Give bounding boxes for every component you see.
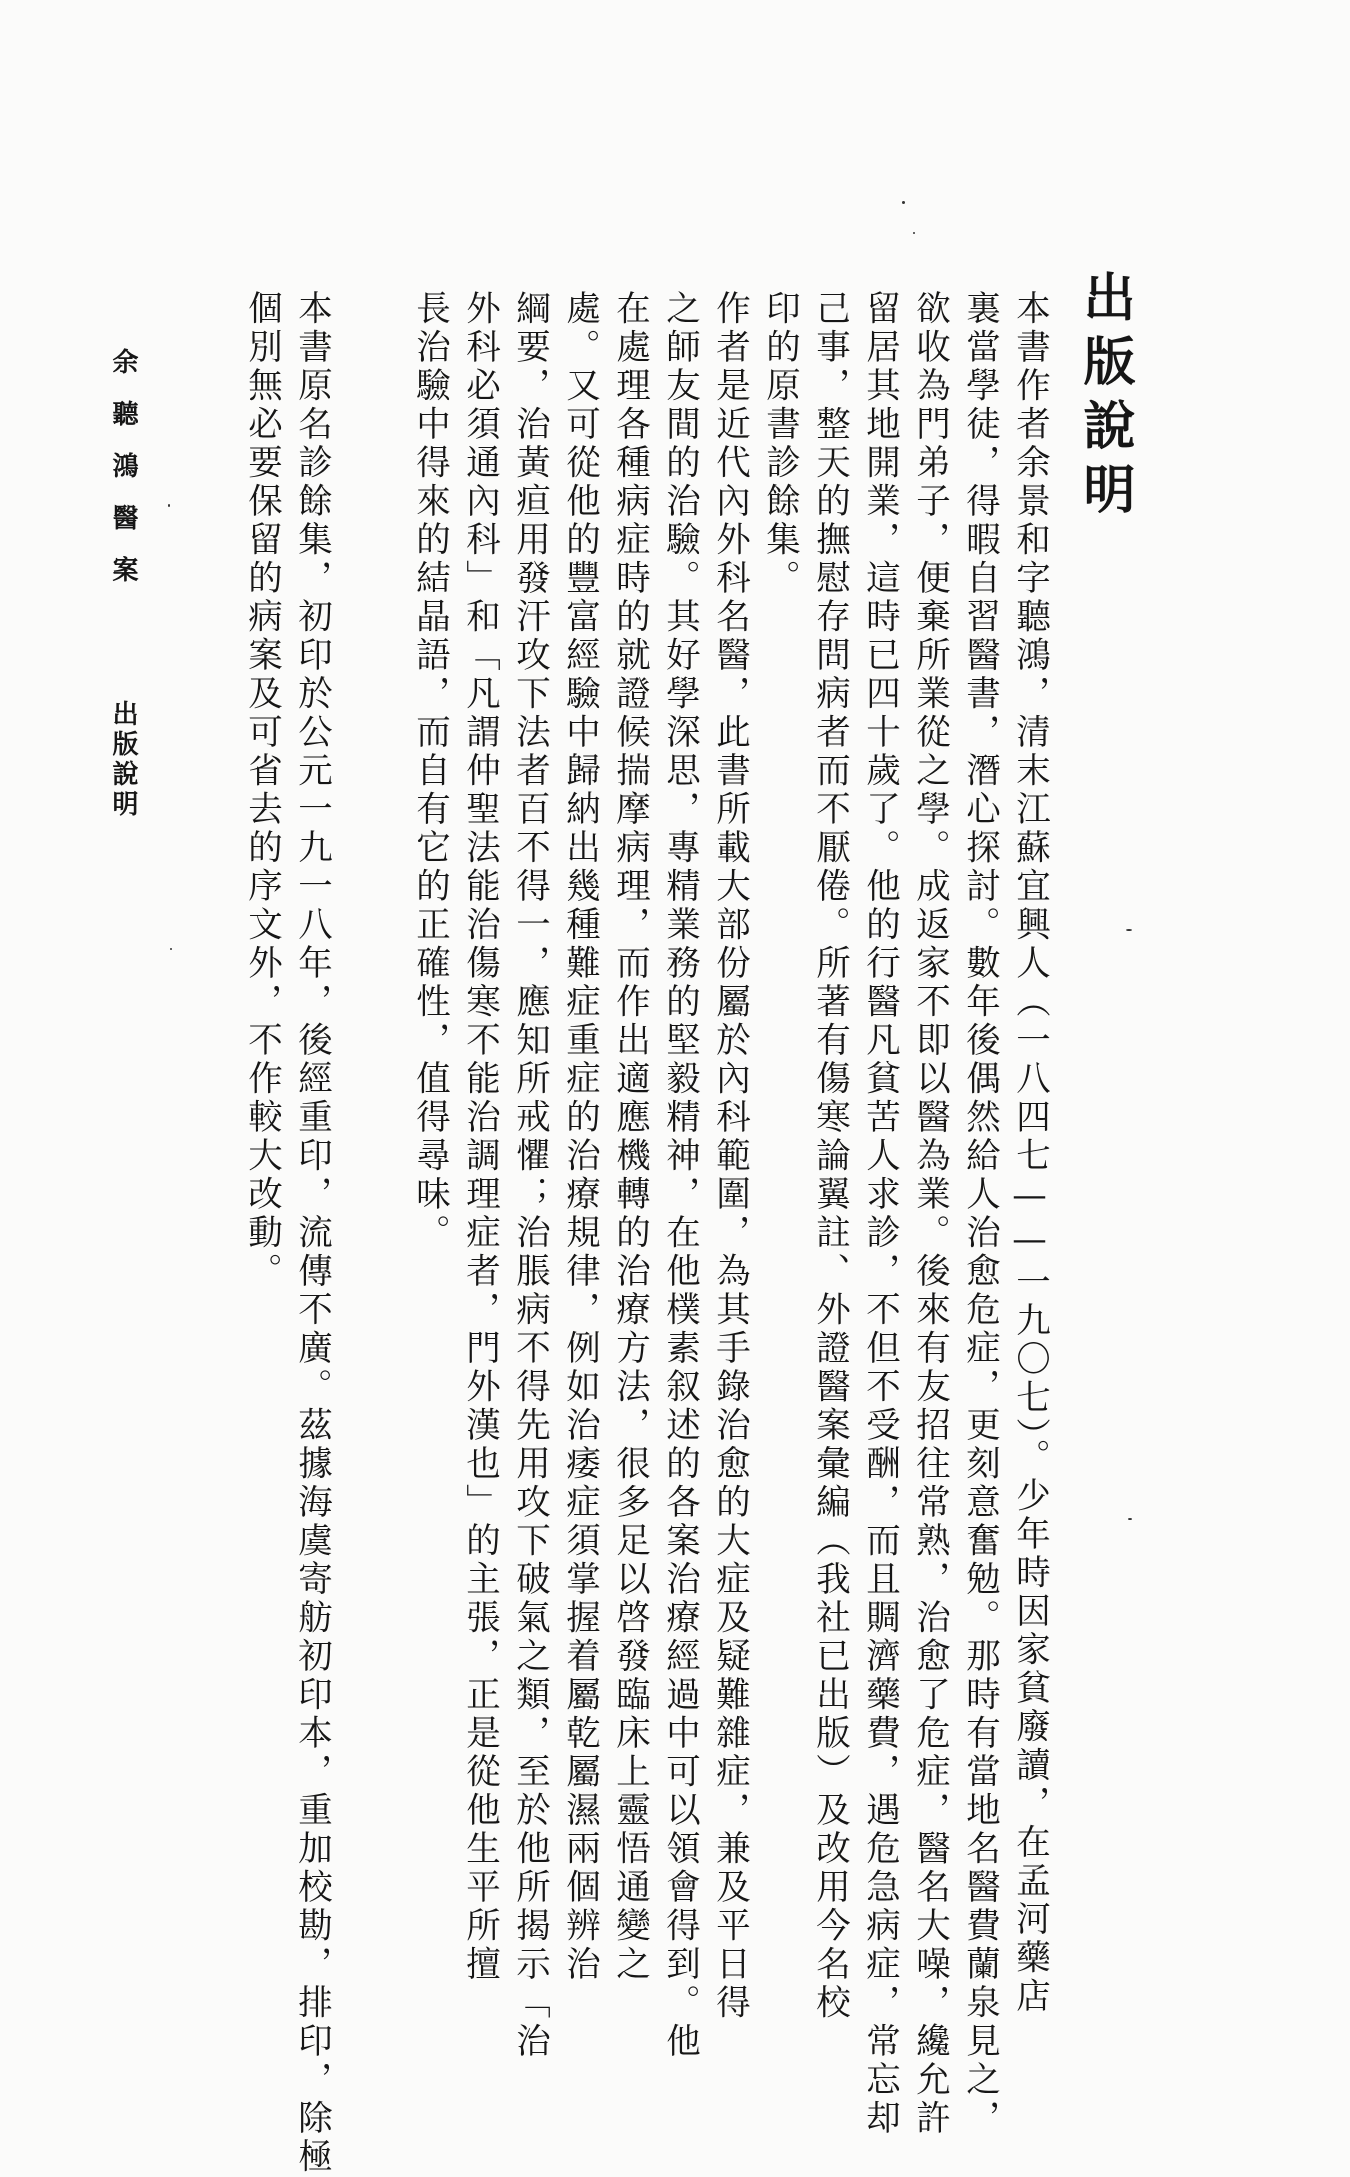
text-line-1: 本書作者余景和字聽鴻，清末江蘇宜興人（一八四七——一九〇七）。少年時因家貧廢讀，在孟河藥店 <box>1009 290 1050 2017</box>
scan-speck <box>1128 1518 1132 1520</box>
running-head-section: 出版說明 <box>108 700 138 820</box>
text-line-8: 之師友間的治驗。其好學深思，專精業務的堅毅精神，在他樸素叙述的各案治療經過中可以領會得到。他 <box>659 290 700 2061</box>
scan-speck <box>913 232 915 234</box>
text-line-15: 個別無必要保留的病案及可省去的序文外，不作較大改動。 <box>241 290 282 1291</box>
text-line-13: 長治驗中得來的結晶語，而自有它的正確性，值得尋味。 <box>409 290 450 1253</box>
scan-speck <box>1126 929 1132 931</box>
running-head-book-title: 余聽鴻醫案 <box>108 348 138 608</box>
text-line-5: 己事，整天的撫慰存問病者而不厭倦。所著有傷寒論翼註、外證醫案彙編（我社已出版）及改用今名校 <box>809 290 850 2023</box>
text-line-9: 在處理各種病症時的就證候揣摩病理，而作出適應機轉的治療方法，很多足以啓發臨床上靈悟通變之 <box>609 290 650 1984</box>
text-line-3: 欲收為門弟子，便棄所業從之學。成返家不即以醫為業。後來有友招往常熟，治愈了危症，醫名大噪，纔允許 <box>909 290 950 2138</box>
text-line-12: 外科必須通內科」和「凡謂仲聖法能治傷寒不能治調理症者，門外漢也」的主張，正是從他生平所擅 <box>459 290 500 1984</box>
text-line-2: 裏當學徒，得暇自習醫書，潛心探討。數年後偶然給人治愈危症，更刻意奮勉。那時有當地名醫費蘭泉見之， <box>959 290 1000 2138</box>
text-line-4: 留居其地開業，這時已四十歲了。他的行醫凡貧苦人求診，不但不受酬，而且賙濟藥費，遇危急病症，常忘却 <box>859 290 900 2138</box>
text-line-6: 印的原書診餘集。 <box>759 290 800 598</box>
scan-speck <box>168 504 170 507</box>
scan-speck <box>170 948 172 950</box>
text-line-11: 綱要，治黃疸用發汗攻下法者百不得一，應知所戒懼；治脹病不得先用攻下破氣之類，至於他所揭示「治 <box>509 290 550 2061</box>
text-line-10: 處。又可從他的豐富經驗中歸納出幾種難症重症的治療規律，例如治痿症須掌握着屬乾屬濕兩個辨治 <box>559 290 600 1984</box>
scan-speck <box>902 201 905 204</box>
page-title: 出版說明 <box>1074 270 1135 526</box>
text-line-14: 本書原名診餘集，初印於公元一九一八年，後經重印，流傳不廣。茲據海虞寄舫初印本，重加校勘，排印，除極 <box>291 290 332 2177</box>
text-line-7: 作者是近代內外科名醫，此書所載大部份屬於內科範圍，為其手錄治愈的大症及疑難雜症，兼及平日得 <box>709 290 750 2023</box>
